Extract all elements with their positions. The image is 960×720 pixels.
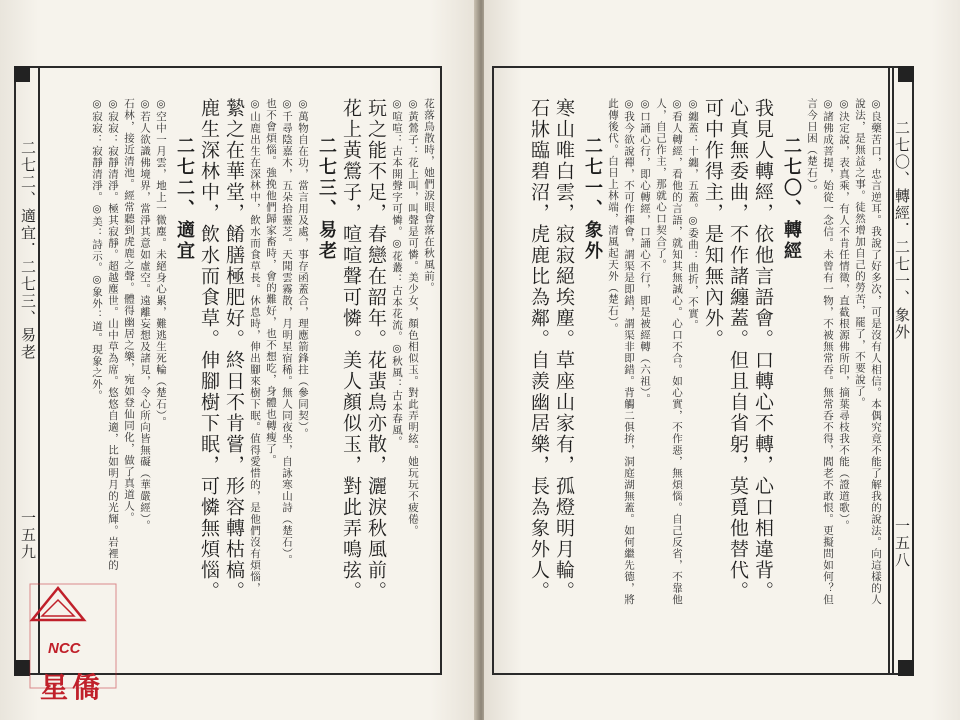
left-page-number: 一五九 [19, 510, 37, 561]
section-heading: 二七一、象外 [582, 136, 603, 262]
right-running-title: 二七〇、轉經．二七一、象外 [893, 120, 911, 341]
poem-line: 我見人轉經，依他言語會。口轉心不轉，心口相違背。 [752, 98, 774, 602]
commentary-line: 此傳後代。白日上林端，清風起天外（楚石）。 [607, 98, 619, 335]
section-heading: 二七三、易老 [316, 136, 337, 262]
poem-line: 心真無委曲，不作諸纏蓋。但且自省躬，莫覓他替代。 [727, 98, 749, 602]
left-corner-mark-top [14, 66, 30, 82]
right-corner-mark-bottom [898, 660, 914, 676]
poem-line: 玩之能不足，春戀在韶年。花蜚鳥亦散，灑淚秋風前。 [365, 98, 387, 602]
right-corner-mark-top [898, 66, 914, 82]
commentary-line: 石林，接近清池。經常聽到虎鹿之聲。體得幽居之樂，宛如登仙同化，做了真道人。 [123, 98, 135, 524]
commentary-line: ◎良藥苦口，忠言逆耳。我說了好多次，可是沒有人相信。本偶究竟不能了解我的說法。向這樣的人 [870, 98, 882, 606]
commentary-line: ◎萬物自在功，當言用及處，事存函蓋合，理應箭鋒拄（參同契）。 [297, 98, 309, 440]
watermark-name: 星僑 [40, 671, 105, 704]
commentary-line: ◎空中一月雲，地上一微塵。未絕身心累，難逃生死輪（楚石）。 [155, 98, 167, 428]
commentary-line: 花落鳥散時，她們淚眼會落在秋風前。 [423, 98, 435, 294]
commentary-line: ◎纏蓋：十纏，五蓋。◎委曲：曲折，不實。 [687, 98, 699, 331]
commentary-line: ◎千尋陰嘉木，五朵拾靈芝。天聞雲霧散，月明星宿稀。無人同夜坐，自詠寒山詩（楚石）。 [281, 98, 293, 566]
commentary-line: 說法，是無益之事。徒然增加自己的勞苦，罷了，不要說了。 [854, 98, 866, 409]
poem-line: 寒山唯白雲，寂寂絕埃塵。草座山家有，孤燈明月輪。 [553, 98, 575, 602]
poem-line: 花上黃鶯子，喧喧聲可憐。美人顏似玉，對此弄鳴弦。 [340, 98, 362, 602]
left-running-title: 二七二、適宜．二七三、易老 [19, 140, 37, 361]
commentary-line: ◎喧喧：古本開聲字可憐。◎花叢：古本花流。◎秋風：古本春風。 [391, 98, 403, 448]
commentary-line: ◎寂寂：寂靜清淨。極其寂靜。超越塵世。山中草為席。悠悠自適，比如明月的光輝。岩裡的 [107, 98, 119, 571]
commentary-line: ◎黃鶯子：花上叫，叫聲是可憐。美少女，顏色相似玉。對此弄明絃。她玩玩不疲倦。 [407, 98, 419, 537]
right-page [484, 0, 960, 720]
commentary-line: ◎山鹿出生在深林中，飲水而食草長。休息時，伸出腳來樹下眠。值得愛惜的，是他們沒有煩惱， [249, 98, 261, 594]
poem-line: 鹿生深林中，飲水而食草。伸腳樹下眠，可憐無煩惱。 [198, 98, 220, 602]
commentary-line: 言今日困（楚石）。 [806, 98, 818, 197]
commentary-line: ◎決定說，表真乘，有人不肯任情徵，直截根源佛所印，摘葉尋枝我不能（證道歌）。 [838, 98, 850, 532]
commentary-line: ◎看人轉經，看他的言語，就知其無誠心。心口不合。如心實，不作惡，無煩惱。自己反省，不靠他 [671, 98, 683, 606]
section-heading: 二七〇、轉經 [781, 136, 802, 262]
commentary-line: 人，自己作主，那就心口契合了。 [655, 98, 667, 271]
commentary-line: ◎寂寂：寂靜清淨。◎美：詩示。◎象外：道。現象之外。 [91, 98, 103, 402]
poem-line: 石牀臨碧沼，虎鹿比為鄰。自羨幽居樂，長為象外人。 [528, 98, 550, 602]
poem-line: 縶之在華堂，餚膳極肥好。終日不肯嘗，形容轉枯槁。 [223, 98, 245, 602]
commentary-line: ◎我今欲說禪，不可作禪會，謂渠是即錯，謂渠非即錯。背觸二俱拚，洞庭湖無蓋。如何繼先德，將 [623, 98, 635, 606]
left-page [0, 0, 478, 720]
right-page-number: 一五八 [893, 518, 911, 569]
commentary-line: 也不會煩惱。強挽他們歸家畜時，會的難好，也不想吃，身體也轉瘦了。 [265, 98, 277, 466]
commentary-line: ◎口誦心行，即心轉經，口誦心不行，即是被經轉（六祖）。 [639, 98, 651, 405]
right-page-body [504, 98, 882, 658]
section-heading: 二七二、適宜 [174, 136, 195, 262]
poem-line: 可中作得主，是知無內外。 [702, 98, 724, 350]
commentary-line: ◎諸佛成菩提，始從一念信。未曾有一物，不被無常吞。無常呑不得，閻老不敢恨。更擬問如何？但 [822, 98, 834, 606]
watermark-ncc: NCC [48, 640, 81, 657]
commentary-line: ◎若人欲識佛境界，當淨其意如虛空。遠離妄想及諸見，令心所向皆無礙（華嚴經）。 [139, 98, 151, 532]
left-page-body [50, 98, 435, 658]
